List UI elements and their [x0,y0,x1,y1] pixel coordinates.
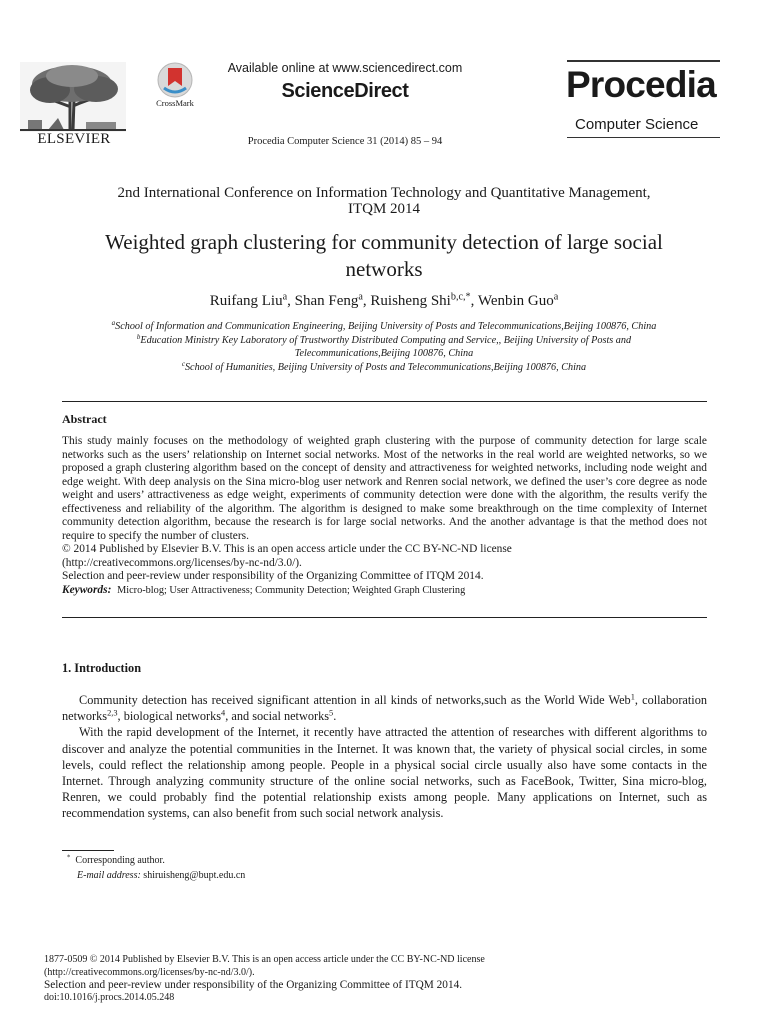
author-name: Shan Feng [294,293,359,309]
section-heading-introduction: 1. Introduction [62,661,142,675]
affiliation-a [40,320,728,334]
footnote [67,854,245,883]
title-line: networks [345,257,423,281]
crossmark-label: CrossMark [156,98,194,108]
abstract-review: Selection and peer-review under responsibility of the Organizing Committee of ITQM 2014. [62,570,484,582]
email-label: E-mail address: [77,869,141,881]
abstract-body [62,435,707,597]
author-affil-mark: a [358,291,363,303]
abstract-rule-bottom [62,617,707,618]
affil-mark: b [136,333,141,341]
affiliation-c [40,361,728,375]
keywords-list: Micro-blog; User Attractiveness; Community Detection; Weighted Graph Clustering [117,584,466,596]
affiliation-b-cont: Telecommunications,Beijing 100876, China [294,348,474,359]
author-affil-mark: a [282,291,288,303]
footnote-email [67,869,245,884]
title-line: Weighted graph clustering for community detection of large social [105,230,663,254]
procedia-brand: Procedia [566,64,716,105]
affil-text: School of Humanities, Beijing University of Posts and Telecommunications,Beijing 100876, China [184,361,587,373]
footnote-text: Corresponding author. [75,855,165,866]
author-name: Ruifang Liu [209,293,283,309]
abstract-heading: Abstract [62,412,107,426]
footer-license-link[interactable]: (http://creativecommons.org/licenses/by-nc-nd/3.0/). [44,966,255,978]
email-address[interactable]: shiruisheng@bupt.edu.cn [143,869,246,881]
intro-text: Community detection has received significant attention in all kinds of networks,such as the World Wide Web [79,693,631,707]
footer-review: Selection and peer-review under responsibility of the Organizing Committee of ITQM 2014. [44,979,463,991]
citation-ref[interactable]: 4 [221,708,226,718]
intro-text: . [333,709,337,724]
author-affil-mark: b,c,* [450,291,471,303]
footnote-rule [62,850,114,851]
footer-doi[interactable]: doi:10.1016/j.procs.2014.05.248 [44,991,175,1003]
affiliation-b [40,334,728,348]
procedia-rule-bottom [567,137,720,138]
citation-ref[interactable]: 1 [630,692,635,702]
crossmark-icon[interactable] [157,62,193,98]
intro-paragraph [62,692,707,724]
author-name: Wenbin Guo [477,293,554,309]
affil-mark: c [181,360,185,368]
intro-paragraph: With the rapid development of the Internet, it recently have attracted the attention of researches with different algorithms to discover and analyze the potential communities in the Internet. It was known that, the variety of physical social circles, in some levels, could reflect the relationship among people. People in a physical social circle usually also have some contacts in the Internet. Through analyzing community structure of the online social networks, such as FaceBook, Twitter, Sina micro-blog, Renren, we could probably find the potential relationship exists among people. Many applications on Internet, such as recommendation systems, can also benefit from such social network analysis. [62,725,707,821]
intro-text: , biological networks [117,709,222,724]
affiliations [40,320,728,374]
citation-ref[interactable]: 2,3 [107,708,118,718]
conference-line: ITQM 2014 [347,201,421,217]
author-affil-mark: a [553,291,559,303]
paper-title [40,229,728,283]
author-list [40,293,728,310]
conference-line: 2nd International Conference on Information Technology and Quantitative Management, [117,185,651,201]
author-separator: , [287,293,295,309]
available-online-text: Available online at www.sciencedirect.com [227,61,463,75]
introduction-body [62,692,707,822]
procedia-subtitle: Computer Science [575,116,699,133]
elsevier-tree-logo [20,62,126,132]
author-name: Ruisheng Shi [370,293,451,309]
publisher-name: ELSEVIER [37,131,111,147]
abstract-text: This study mainly focuses on the methodology of weighted graph clustering with the purpose of community detection for large scale networks such as the users’ relationship on Internet social networks. Most of the networks in the real world are weighted networks, so we proposed a graph clustering algorithm based on the concept of density and attractiveness for weighted networks, including node weight and edge weight. With deep analysis on the Sina micro-blog user network and Renren social network, we defined the user’s core degree as node weight and users’ attractiveness as edge weight, experiments of community detection were done with the algorithm, the results verify the effectiveness and reliability of the algorithm. The algorithm is designed to make some breakthrough on the time complexity of Internet community detection algorithm, because the research is for large social networks. And the another advantage is that the method does not require to specify the number of clusters. [62,435,707,542]
intro-text: , and social networks [225,709,330,724]
citation-ref[interactable]: 5 [329,708,334,718]
abstract-copyright: © 2014 Published by Elsevier B.V. This is an open access article under the CC BY-NC-ND license [62,543,512,555]
abstract-license-link[interactable]: (http://creativecommons.org/licenses/by-nc-nd/3.0/). [62,556,302,569]
author-separator: , [362,293,371,309]
keywords [62,584,707,598]
intro-text: , collaboration networks [62,693,707,724]
footnote-corresponding [67,854,245,869]
procedia-rule-top [567,60,720,62]
sciencedirect-logo: ScienceDirect [281,80,409,102]
page-footer [44,954,724,1004]
abstract-rule-top [62,401,707,402]
conference-name [40,185,728,217]
affil-text: Education Ministry Key Laboratory of Trustworthy Distributed Computing and Service,, Beijing University of Posts and [140,334,632,346]
affil-mark: a [111,320,116,328]
journal-reference: Procedia Computer Science 31 (2014) 85 – 94 [247,136,443,147]
footer-issn-line: 1877-0509 © 2014 Published by Elsevier B.V. This is an open access article under the CC BY-NC-ND license [44,954,485,965]
affil-text: School of Information and Communication Engineering, Beijing University of Posts and Telecommunications,Beijing 100876, China [115,321,657,332]
author-separator: , [470,293,478,309]
footnote-mark: * [67,854,71,862]
keywords-label: Keywords: [62,583,112,596]
